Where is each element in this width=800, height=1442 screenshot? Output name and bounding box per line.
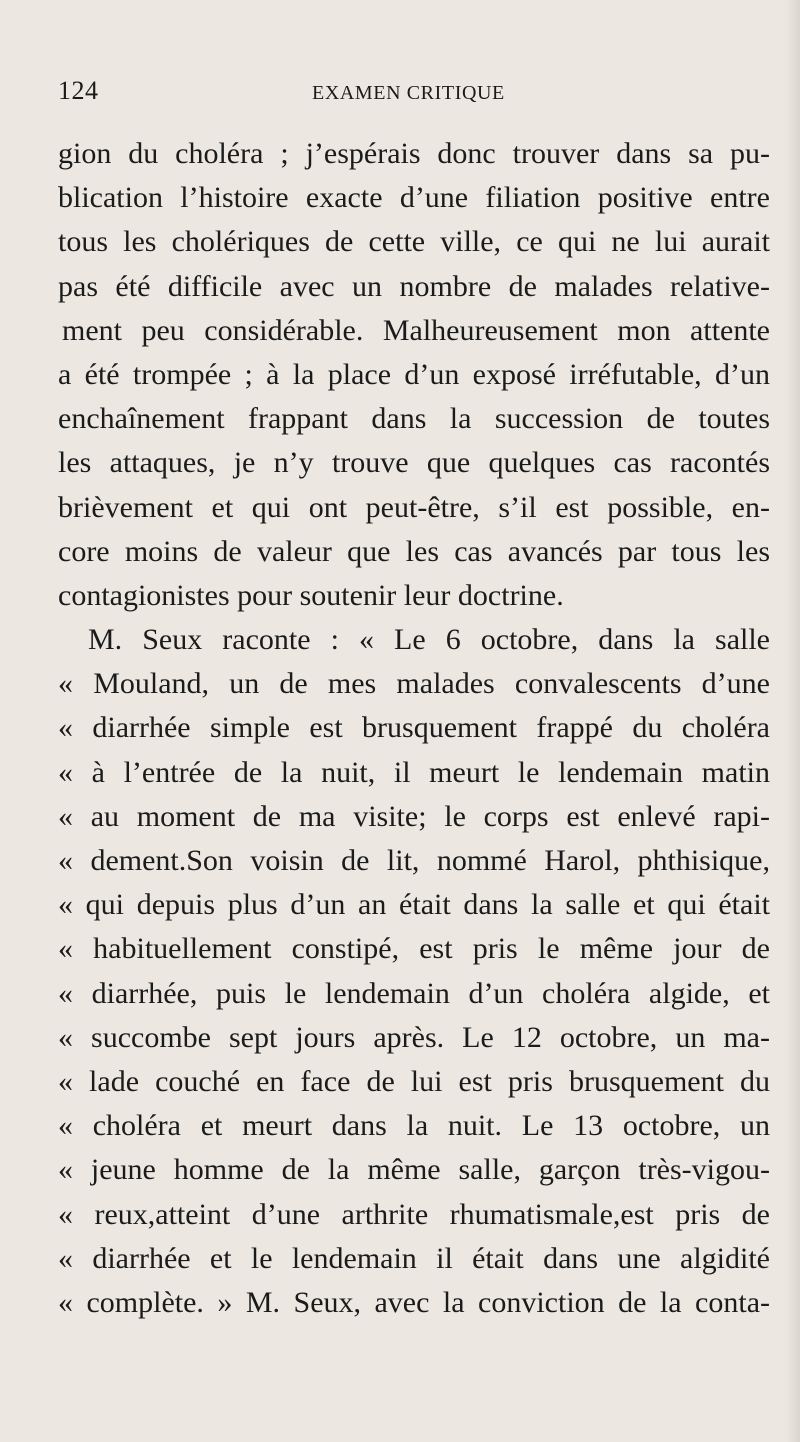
text-line: blication l’histoire exacte d’une filiation positive entre <box>58 181 770 215</box>
text-line: « Mouland, un de mes malades convalescents d’une <box>58 667 770 701</box>
text-line: a été trompée ; à la place d’un exposé irréfutable, d’un <box>58 357 770 391</box>
text-line: brièvement et qui ont peut-être, s’il est possible, en- <box>58 490 770 524</box>
text-line: « au moment de ma visite; le corps est enlevé rapi- <box>58 799 770 833</box>
page-number: 124 <box>58 76 99 105</box>
text-line: « dement.Son voisin de lit, nommé Harol, phthisique, <box>58 844 770 877</box>
text-line: gion du choléra ; j’espérais donc trouver dans sa pu- <box>58 137 770 170</box>
text-line: « choléra et meurt dans la nuit. Le 13 octobre, un <box>58 1109 770 1143</box>
text-line: contagionistes pour soutenir leur doctrine. <box>58 578 564 612</box>
text-line: enchaînement frappant dans la succession de toutes <box>58 402 770 436</box>
text-line: M. Seux raconte : « Le 6 octobre, dans la salle <box>88 623 770 657</box>
text-line: « lade couché en face de lui est pris brusquement du <box>58 1064 770 1098</box>
body-text <box>58 132 770 1325</box>
page-header <box>58 76 748 116</box>
text-line: pas été difficile avec un nombre de malades relative- <box>58 269 770 303</box>
text-line: les attaques, je n’y trouve que quelques cas racontés <box>58 446 770 480</box>
text-line: « complète. » M. Seux, avec la conviction de la conta- <box>58 1285 770 1319</box>
text-line: « reux,atteint d’une arthrite rhumatismale,est pris de <box>58 1197 770 1231</box>
text-line: « à l’entrée de la nuit, il meurt le lendemain matin <box>58 755 770 789</box>
text-line: « jeune homme de la même salle, garçon très-vigou- <box>58 1153 770 1187</box>
text-line: « habituellement constipé, est pris le même jour de <box>58 932 770 966</box>
text-line: « diarrhée et le lendemain il était dans une algidité <box>58 1241 770 1275</box>
text-line: core moins de valeur que les cas avancés par tous les <box>58 534 770 568</box>
text-line: « diarrhée, puis le lendemain d’un choléra algide, et <box>58 976 770 1010</box>
text-line: « succombe sept jours après. Le 12 octobre, un ma- <box>58 1020 770 1054</box>
text-line: « qui depuis plus d’un an était dans la salle et qui était <box>58 888 770 922</box>
page-edge-shadow <box>786 0 800 1442</box>
text-line: « diarrhée simple est brusquement frappé du choléra <box>58 711 770 745</box>
text-line: ment peu considérable. Malheureusement mon attente <box>62 313 770 347</box>
running-head: EXAMEN CRITIQUE <box>312 82 505 104</box>
text-line: tous les cholériques de cette ville, ce qui ne lui aurait <box>58 225 770 259</box>
